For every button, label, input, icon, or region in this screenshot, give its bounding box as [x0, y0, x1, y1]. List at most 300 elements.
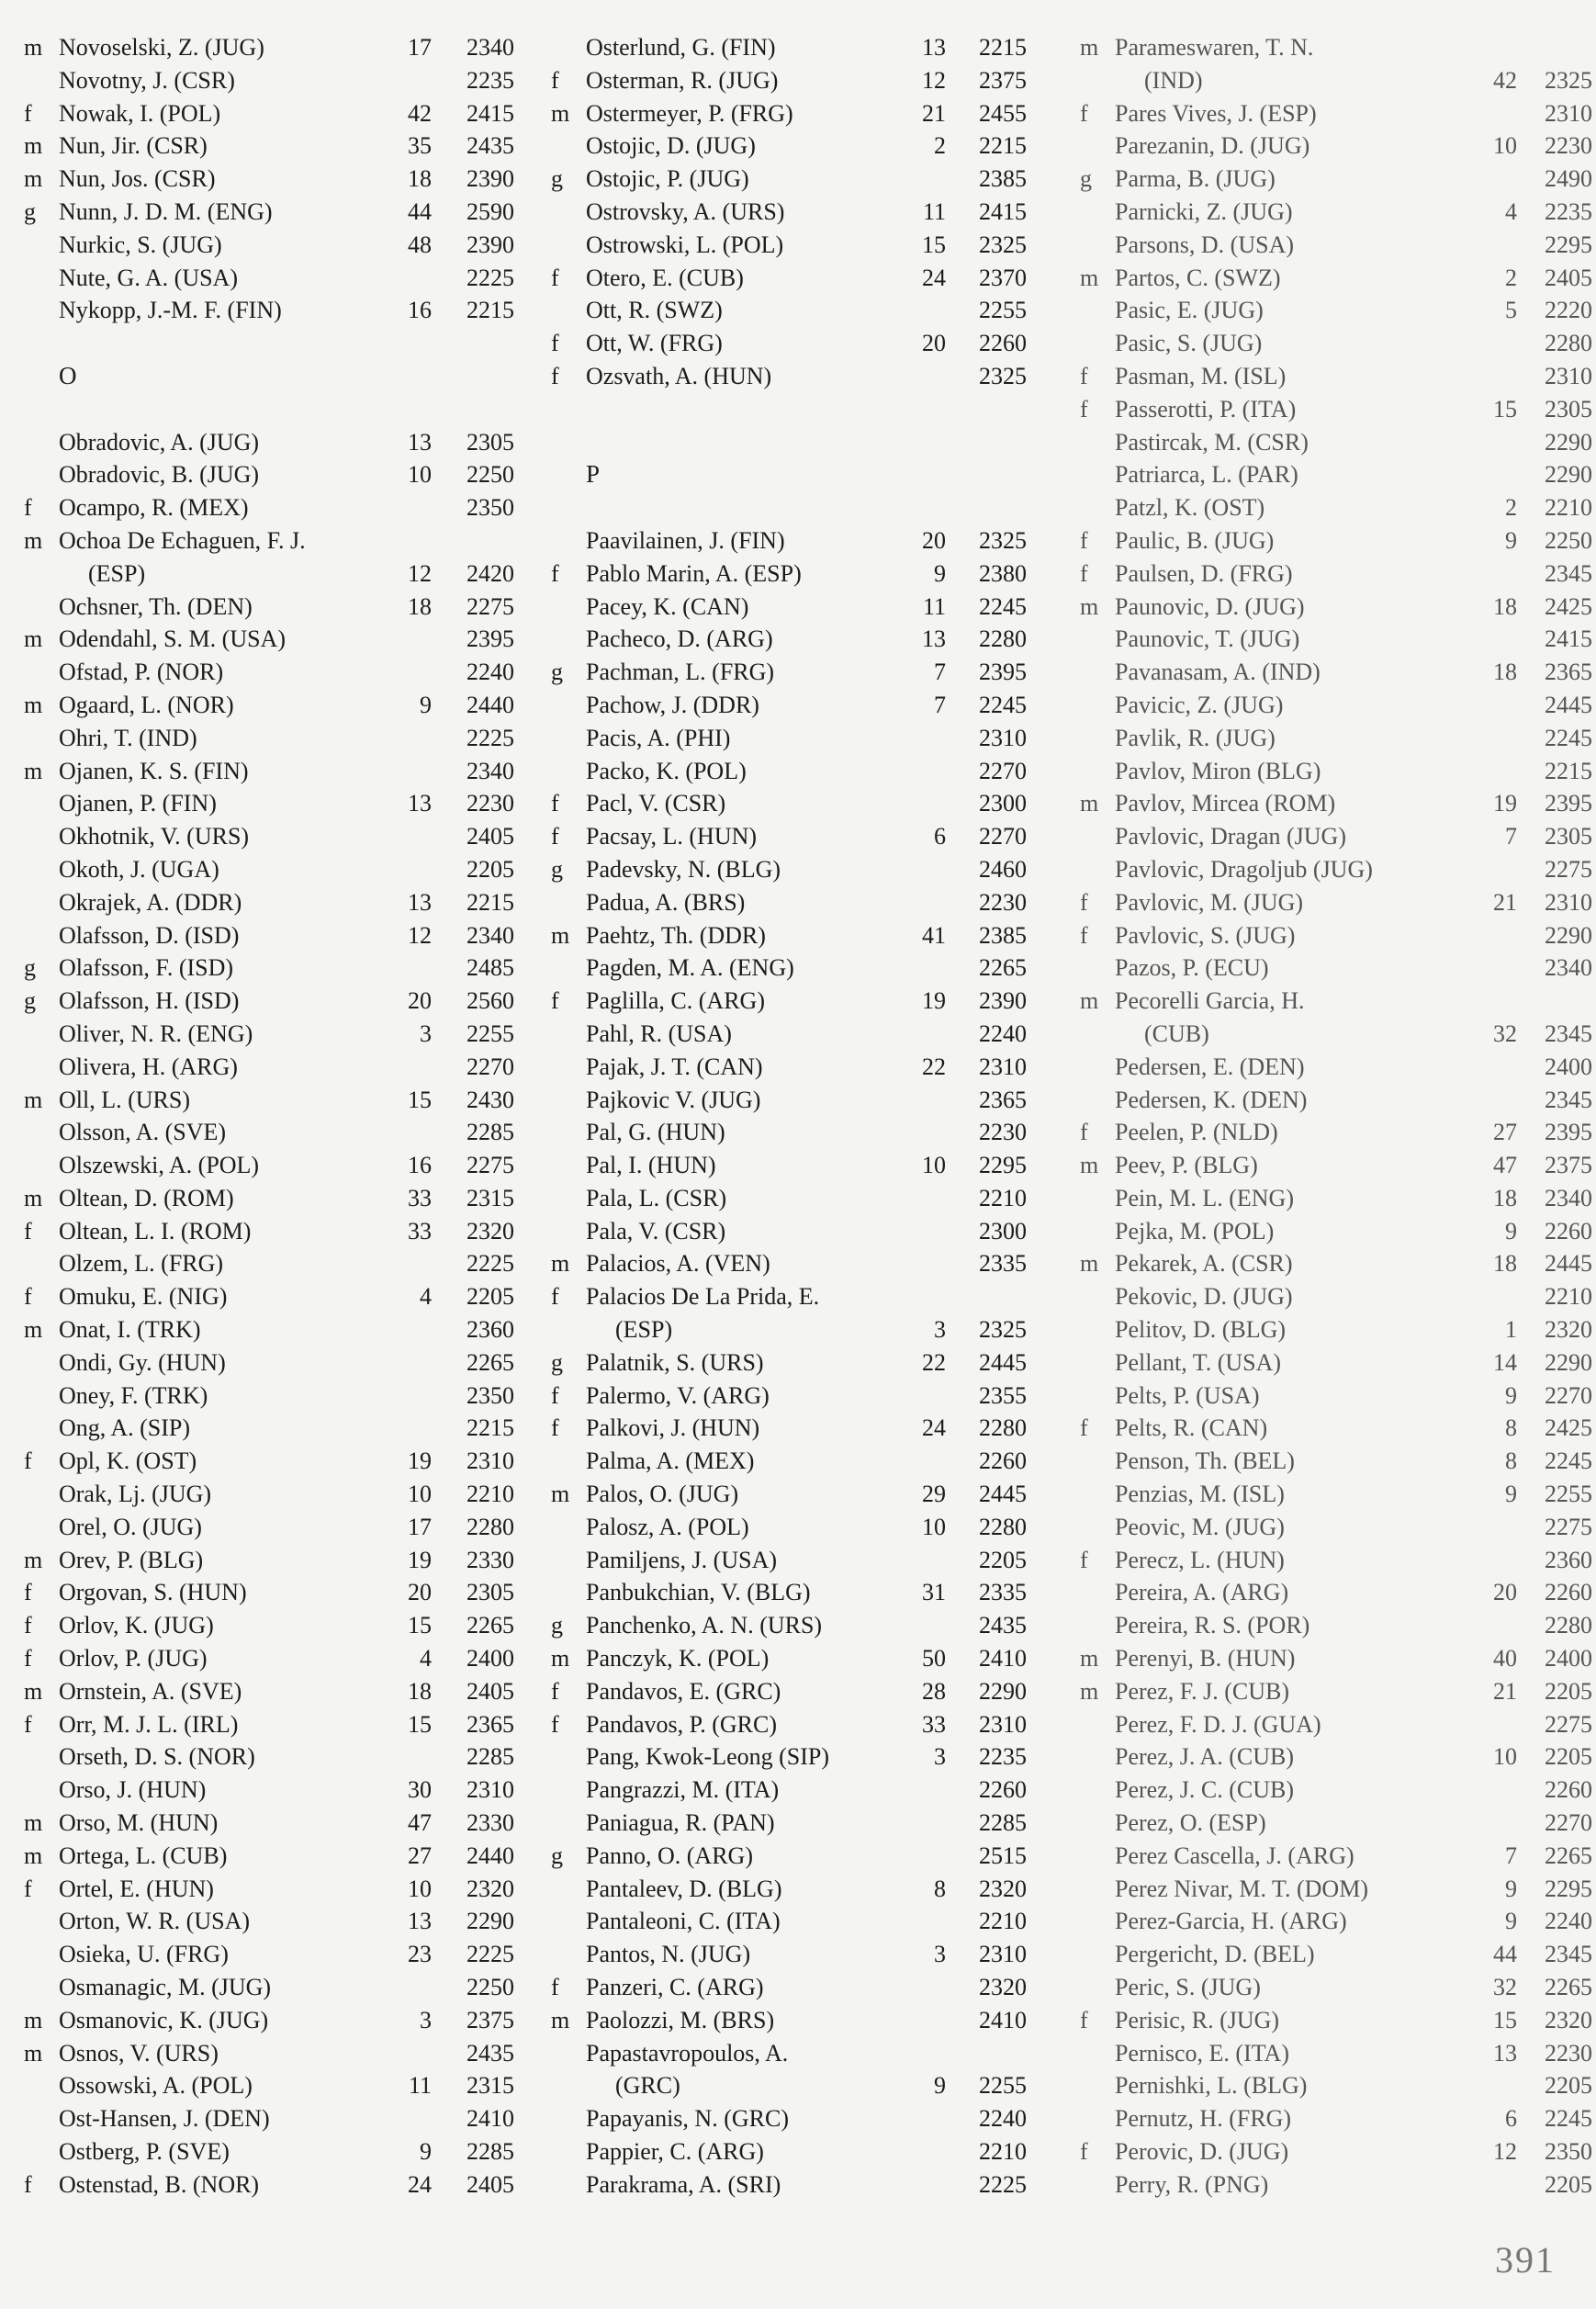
player-entry: [551, 1149, 1025, 1182]
player-name: Parezanin, D. (JUG): [1115, 132, 1310, 160]
rating-value: 2205: [466, 1283, 514, 1311]
player-entry: [1080, 1445, 1592, 1478]
rating-value: 2380: [979, 559, 1027, 587]
player-entry: [551, 360, 1025, 393]
player-name: Osmanovic, K. (JUG): [59, 2006, 269, 2033]
player-entry: [24, 1380, 514, 1413]
rating-value: 2270: [979, 757, 1027, 784]
player-name: Pereira, R. S. (POR): [1115, 1612, 1310, 1639]
title-marker: m: [551, 1645, 570, 1673]
player-entry: [551, 31, 1025, 64]
spacer: [24, 393, 501, 426]
title-marker: f: [551, 330, 559, 357]
player-entry: [551, 1971, 1025, 2004]
games-count: 29: [922, 1481, 946, 1508]
rating-value: 2365: [466, 1710, 514, 1738]
title-marker: f: [551, 1283, 559, 1311]
player-entry: [1080, 558, 1592, 591]
player-entry: [24, 1478, 514, 1511]
player-entry: [24, 722, 514, 755]
rating-value: 2310: [979, 1941, 1027, 1968]
games-count: 13: [922, 34, 946, 61]
player-name: Orton, W. R. (USA): [59, 1908, 251, 1935]
rating-value: 2325: [979, 362, 1027, 389]
title-marker: f: [1080, 1546, 1088, 1573]
rating-value: 2440: [466, 1842, 514, 1869]
rating-value: 2300: [979, 1217, 1027, 1245]
player-name: Pekovic, D. (JUG): [1115, 1283, 1293, 1311]
games-count: 10: [408, 1481, 432, 1508]
player-name: Perez, O. (ESP): [1115, 1809, 1266, 1837]
rating-value: 2415: [466, 99, 514, 127]
games-count: 47: [1493, 1152, 1517, 1179]
games-count: 27: [1493, 1119, 1517, 1146]
player-name: Pergericht, D. (BEL): [1115, 1941, 1315, 1968]
rating-value: 2245: [979, 691, 1027, 718]
games-count: 35: [408, 132, 432, 160]
player-entry: [1080, 1412, 1592, 1445]
title-marker: f: [551, 66, 559, 94]
player-name: Orev, P. (BLG): [59, 1546, 204, 1573]
player-entry: [1080, 97, 1592, 130]
title-marker: f: [24, 99, 32, 127]
rating-value: 2240: [979, 2105, 1027, 2133]
rating-value: 2285: [466, 1743, 514, 1771]
title-marker: f: [551, 1677, 559, 1705]
rating-value: 2345: [1545, 1086, 1592, 1113]
player-name: Novoselski, Z. (JUG): [59, 34, 264, 61]
player-name: Ostberg, P. (SVE): [59, 2138, 230, 2165]
player-entry: [1080, 1215, 1592, 1248]
player-entry: [24, 853, 514, 886]
player-name: Pahl, R. (USA): [586, 1019, 732, 1047]
player-name: Ondi, Gy. (HUN): [59, 1348, 226, 1376]
games-count: 20: [922, 330, 946, 357]
rating-value: 2295: [979, 1152, 1027, 1179]
games-count: 24: [922, 264, 946, 291]
player-name: Pang, Kwok-Leong (SIP): [586, 1743, 830, 1771]
rating-value: 2205: [466, 855, 514, 883]
player-name: Perovic, D. (JUG): [1115, 2138, 1289, 2165]
title-marker: m: [24, 1677, 43, 1705]
games-count: 8: [934, 1875, 946, 1902]
player-entry: [551, 1018, 1025, 1051]
rating-value: 2205: [1545, 2072, 1592, 2100]
rating-value: 2350: [466, 494, 514, 522]
player-entry: [1080, 426, 1592, 459]
title-marker: m: [551, 99, 570, 127]
games-count: 33: [922, 1710, 946, 1738]
player-entry: [1080, 1642, 1592, 1675]
title-marker: m: [1080, 987, 1099, 1015]
games-count: 18: [408, 1677, 432, 1705]
rating-value: 2260: [979, 1447, 1027, 1475]
player-entry: [24, 787, 514, 820]
player-name: Nurkic, S. (JUG): [59, 231, 222, 258]
games-count: 13: [408, 1908, 432, 1935]
player-entry: [24, 196, 514, 229]
rating-value: 2430: [466, 1086, 514, 1113]
rating-value: 2295: [1545, 1875, 1592, 1902]
rating-value: 2260: [979, 1776, 1027, 1804]
player-name: Pacl, V. (CSR): [586, 790, 726, 817]
player-name: Paolozzi, M. (BRS): [586, 2006, 775, 2033]
player-entry: [551, 262, 1025, 295]
games-count: 13: [408, 790, 432, 817]
player-name: Palos, O. (JUG): [586, 1481, 739, 1508]
player-entry: [551, 1740, 1025, 1774]
title-marker: g: [1080, 165, 1092, 193]
player-name: Pavlovic, S. (JUG): [1115, 921, 1296, 949]
games-count: 33: [408, 1217, 432, 1245]
games-count: 12: [1493, 2138, 1517, 2165]
rating-value: 2365: [979, 1086, 1027, 1113]
player-name: Oney, F. (TRK): [59, 1381, 208, 1409]
player-name: Orel, O. (JUG): [59, 1513, 202, 1540]
player-name: Paavilainen, J. (FIN): [586, 526, 785, 554]
title-marker: f: [1080, 362, 1088, 389]
title-marker: m: [1080, 1152, 1099, 1179]
games-count: 9: [420, 691, 432, 718]
games-count: 4: [420, 1283, 432, 1311]
title-marker: m: [1080, 1645, 1099, 1673]
title-marker: f: [24, 1217, 32, 1245]
player-name: Obradovic, A. (JUG): [59, 428, 260, 456]
rating-value: 2260: [1545, 1579, 1592, 1606]
rating-value: 2225: [466, 1941, 514, 1968]
player-entry: [24, 1675, 514, 1708]
title-marker: m: [24, 1546, 43, 1573]
rating-value: 2410: [979, 1645, 1027, 1673]
player-name: Ortega, L. (CUB): [59, 1842, 228, 1869]
player-entry: [551, 1873, 1025, 1906]
player-name: Paniagua, R. (PAN): [586, 1809, 775, 1837]
player-entry: [1080, 64, 1592, 97]
player-name: Olafsson, H. (ISD): [59, 987, 240, 1015]
player-name: Parameswaren, T. N.: [1115, 34, 1314, 61]
player-entry: [1080, 2069, 1592, 2102]
player-entry: [24, 1740, 514, 1774]
rating-value: 2230: [1545, 132, 1592, 160]
player-entry: [551, 1840, 1025, 1873]
player-entry: [24, 1280, 514, 1313]
title-marker: m: [24, 691, 43, 718]
player-name: Orso, J. (HUN): [59, 1776, 207, 1804]
player-name: Ott, W. (FRG): [586, 330, 723, 357]
title-marker: m: [24, 1086, 43, 1113]
rating-value: 2280: [979, 1513, 1027, 1540]
player-entry: [24, 1544, 514, 1577]
title-marker: f: [551, 823, 559, 850]
player-name: Peovic, M. (JUG): [1115, 1513, 1285, 1540]
rating-value: 2445: [1545, 691, 1592, 718]
title-marker: f: [24, 1283, 32, 1311]
player-name: Pavlovic, Dragoljub (JUG): [1115, 855, 1373, 883]
title-marker: m: [24, 625, 43, 653]
rating-value: 2445: [1545, 1250, 1592, 1278]
player-name: Paunovic, D. (JUG): [1115, 592, 1305, 620]
player-name: Ost-Hansen, J. (DEN): [59, 2105, 270, 2133]
player-name: Papayanis, N. (GRC): [586, 2105, 789, 2133]
player-entry: [24, 1247, 514, 1280]
games-count: 12: [922, 66, 946, 94]
player-name: Olzem, L. (FRG): [59, 1250, 224, 1278]
player-entry: [24, 2069, 514, 2102]
title-marker: f: [1080, 2138, 1088, 2165]
rating-value: 2275: [466, 1152, 514, 1179]
player-name: Pasic, S. (JUG): [1115, 330, 1263, 357]
player-name: Ohri, T. (IND): [59, 724, 197, 751]
player-name: Ocampo, R. (MEX): [59, 494, 249, 522]
player-name: Ostermeyer, P. (FRG): [586, 99, 793, 127]
rating-value: 2485: [466, 954, 514, 982]
player-name: Orso, M. (HUN): [59, 1809, 219, 1837]
player-name: Patzl, K. (OST): [1115, 494, 1265, 522]
games-count: 9: [1505, 1217, 1517, 1245]
player-entry: [24, 755, 514, 788]
player-name: Nowak, I. (POL): [59, 99, 221, 127]
rating-value: 2345: [1545, 559, 1592, 587]
rating-value: 2315: [466, 1184, 514, 1211]
player-entry: [24, 1084, 514, 1117]
rating-value: 2375: [466, 2006, 514, 2033]
games-count: 47: [408, 1809, 432, 1837]
player-name: Pacheco, D. (ARG): [586, 625, 773, 653]
title-marker: m: [1080, 592, 1099, 620]
rating-value: 2405: [466, 2170, 514, 2198]
player-entry: [1080, 360, 1592, 393]
player-entry: [1080, 2102, 1592, 2135]
games-count: 3: [420, 2006, 432, 2033]
player-entry: [551, 1708, 1025, 1741]
player-name: Penson, Th. (BEL): [1115, 1447, 1295, 1475]
rating-value: 2230: [979, 888, 1027, 916]
player-name: Pantaleev, D. (BLG): [586, 1875, 782, 1902]
player-entry: [24, 294, 514, 327]
player-name: (ESP): [615, 1316, 673, 1344]
title-marker: m: [24, 132, 43, 160]
rating-value: 2275: [1545, 1513, 1592, 1540]
player-name: Pajkovic V. (JUG): [586, 1086, 761, 1113]
player-entry: [551, 1675, 1025, 1708]
title-marker: m: [551, 2006, 570, 2033]
player-name: Padevsky, N. (BLG): [586, 855, 781, 883]
player-entry: [551, 1544, 1025, 1577]
player-entry: [24, 1346, 514, 1380]
section-letter: [24, 360, 501, 393]
rating-value: 2285: [466, 2138, 514, 2165]
games-count: 21: [922, 99, 946, 127]
games-count: 8: [1505, 1447, 1517, 1475]
rating-value: 2325: [979, 1316, 1027, 1344]
rating-value: 2245: [979, 592, 1027, 620]
spacer: [24, 327, 501, 360]
rating-value: 2410: [466, 2105, 514, 2133]
rating-value: 2210: [979, 2138, 1027, 2165]
player-entry: [551, 2069, 1025, 2102]
title-marker: m: [24, 1809, 43, 1837]
rating-value: 2285: [979, 1809, 1027, 1837]
games-count: 13: [922, 625, 946, 653]
games-count: 7: [1505, 1842, 1517, 1869]
player-entry: [1080, 1182, 1592, 1215]
title-marker: m: [24, 34, 43, 61]
player-entry: [551, 130, 1025, 163]
player-name: Partos, C. (SWZ): [1115, 264, 1281, 291]
player-entry: [1080, 1051, 1592, 1084]
player-name: Opl, K. (OST): [59, 1447, 197, 1475]
player-entry: [551, 294, 1025, 327]
player-name: Ojanen, P. (FIN): [59, 790, 217, 817]
title-marker: g: [24, 954, 36, 982]
title-marker: f: [24, 494, 32, 522]
player-entry: [1080, 1708, 1592, 1741]
player-entry: [551, 656, 1025, 689]
rating-value: 2215: [466, 297, 514, 324]
title-marker: f: [24, 2170, 32, 2198]
player-name: Pernisco, E. (ITA): [1115, 2039, 1289, 2067]
player-entry: [1080, 229, 1592, 262]
title-marker: f: [551, 1710, 559, 1738]
player-entry: [551, 689, 1025, 722]
player-entry: [551, 787, 1025, 820]
rating-value: 2455: [979, 99, 1027, 127]
player-name: Ojanen, K. S. (FIN): [59, 757, 249, 784]
player-name: Olafsson, D. (ISD): [59, 921, 240, 949]
player-name: Perecz, L. (HUN): [1115, 1546, 1285, 1573]
player-name: Ochoa De Echaguen, F. J.: [59, 526, 306, 554]
rating-value: 2350: [1545, 2138, 1592, 2165]
rating-value: 2310: [466, 1776, 514, 1804]
title-marker: f: [551, 987, 559, 1015]
games-count: 2: [1505, 264, 1517, 291]
games-count: 23: [408, 1941, 432, 1968]
player-name: Pal, G. (HUN): [586, 1119, 725, 1146]
player-name: Obradovic, B. (JUG): [59, 461, 260, 489]
player-entry: [551, 985, 1025, 1018]
player-entry: [1080, 689, 1592, 722]
player-entry: [24, 820, 514, 853]
player-entry: [1080, 1116, 1592, 1149]
column-2: [551, 31, 1025, 2202]
rating-value: 2400: [1545, 1645, 1592, 1673]
player-entry: [551, 591, 1025, 624]
title-marker: g: [551, 1842, 563, 1869]
player-name: Onat, I. (TRK): [59, 1316, 201, 1344]
player-entry: [551, 1380, 1025, 1413]
player-name: Perez-Garcia, H. (ARG): [1115, 1908, 1347, 1935]
column-1: [24, 31, 514, 2202]
rating-value: 2215: [466, 888, 514, 916]
player-name: (IND): [1144, 66, 1203, 94]
player-entry: [24, 31, 514, 64]
rating-value: 2265: [979, 954, 1027, 982]
rating-value: 2305: [1545, 395, 1592, 422]
player-name: Paulic, B. (JUG): [1115, 526, 1275, 554]
player-entry: [24, 1051, 514, 1084]
player-name: Osterman, R. (JUG): [586, 66, 779, 94]
title-marker: g: [551, 165, 563, 193]
games-count: 13: [408, 888, 432, 916]
player-name: Parma, B. (JUG): [1115, 165, 1276, 193]
rating-value: 2205: [1545, 1743, 1592, 1771]
title-marker: f: [1080, 888, 1088, 916]
player-name: Ogaard, L. (NOR): [59, 691, 234, 718]
player-name: Pandavos, P. (GRC): [586, 1710, 778, 1738]
player-name: Pellant, T. (USA): [1115, 1348, 1282, 1376]
player-name: Oll, L. (URS): [59, 1086, 190, 1113]
player-name: Perez Nivar, M. T. (DOM): [1115, 1875, 1368, 1902]
player-name: Osmanagic, M. (JUG): [59, 1974, 272, 2001]
games-count: 18: [408, 165, 432, 193]
rating-value: 2415: [1545, 625, 1592, 653]
rating-value: 2335: [979, 1579, 1027, 1606]
player-name: Otero, E. (CUB): [586, 264, 744, 291]
player-entry: [24, 1018, 514, 1051]
player-entry: [1080, 2037, 1592, 2070]
player-entry: [24, 985, 514, 1018]
games-count: 3: [934, 1743, 946, 1771]
title-marker: f: [1080, 559, 1088, 587]
games-count: 20: [408, 987, 432, 1015]
rating-value: 2425: [1545, 592, 1592, 620]
player-entry: [24, 2037, 514, 2070]
games-count: 20: [408, 1579, 432, 1606]
player-name: Osieka, U. (FRG): [59, 1941, 229, 1968]
player-entry: [1080, 1018, 1592, 1051]
player-name: Pacey, K. (CAN): [586, 592, 749, 620]
games-count: 42: [1493, 66, 1517, 94]
player-name: Olivera, H. (ARG): [59, 1053, 238, 1080]
player-entry: [24, 64, 514, 97]
games-count: 10: [408, 1875, 432, 1902]
player-name: Ossowski, A. (POL): [59, 2072, 253, 2100]
rating-value: 2305: [466, 428, 514, 456]
games-count: 10: [922, 1152, 946, 1179]
player-entry: [24, 262, 514, 295]
player-name: Ozsvath, A. (HUN): [586, 362, 772, 389]
title-marker: m: [24, 526, 43, 554]
player-name: Odendahl, S. M. (USA): [59, 625, 286, 653]
games-count: 32: [1493, 1974, 1517, 2001]
games-count: 9: [1505, 1875, 1517, 1902]
player-entry: [551, 755, 1025, 788]
player-entry: [1080, 591, 1592, 624]
player-entry: [24, 1873, 514, 1906]
title-marker: m: [1080, 790, 1099, 817]
player-name: Paglilla, C. (ARG): [586, 987, 765, 1015]
player-entry: [551, 1116, 1025, 1149]
player-name: Orlov, P. (JUG): [59, 1645, 208, 1673]
player-name: Ostrovsky, A. (URS): [586, 197, 785, 225]
rating-value: 2445: [979, 1348, 1027, 1376]
games-count: 18: [1493, 659, 1517, 686]
rating-value: 2385: [979, 165, 1027, 193]
title-marker: m: [1080, 34, 1099, 61]
player-entry: [551, 2037, 1025, 2070]
rating-value: 2205: [1545, 1677, 1592, 1705]
player-entry: [551, 1280, 1025, 1313]
player-entry: [24, 458, 514, 491]
player-name: Panchenko, A. N. (URS): [586, 1612, 823, 1639]
rating-value: 2395: [1545, 790, 1592, 817]
rating-value: 2265: [466, 1348, 514, 1376]
player-entry: [1080, 1576, 1592, 1609]
player-entry: [551, 1511, 1025, 1544]
title-marker: m: [24, 2039, 43, 2067]
title-marker: m: [1080, 1250, 1099, 1278]
title-marker: f: [1080, 921, 1088, 949]
